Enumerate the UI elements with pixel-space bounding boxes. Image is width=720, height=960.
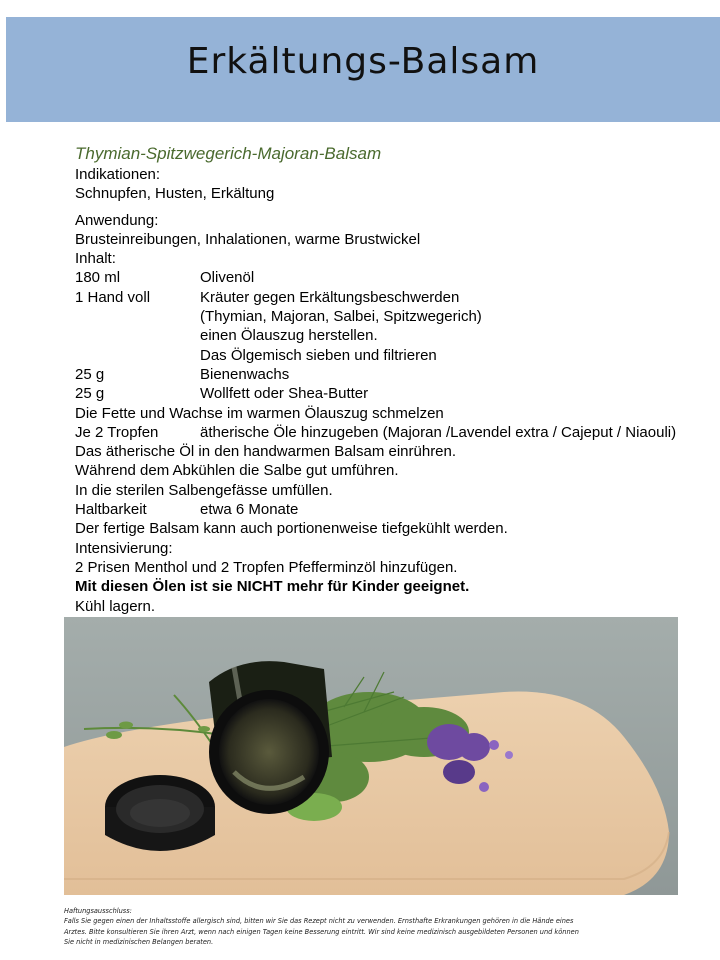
disclaimer-line: Sie nicht in medizinischen Belangen beraten. bbox=[64, 937, 214, 946]
ingredient-amount bbox=[75, 326, 200, 345]
ingredient-amount: 25 g bbox=[75, 385, 105, 403]
ingredient-amount bbox=[75, 307, 200, 326]
indications-text: Schnupfen, Husten, Erkältung bbox=[75, 185, 275, 203]
ingredient-row bbox=[75, 288, 720, 307]
ingredient-row bbox=[75, 326, 720, 345]
spacer bbox=[75, 204, 720, 211]
disclaimer-line: Falls Sie gegen einen der Inhaltsstoffe allergisch sind, bitten wir Sie das Rezept nicht zu verwenden. Ernsthafte Erkrankungen gehören in die Hände eines bbox=[64, 917, 574, 926]
storage-note: Kühl lagern. bbox=[75, 597, 156, 615]
contents-label: Inhalt: bbox=[75, 250, 116, 268]
ingredient-text: Kräuter gegen Erkältungsbeschwerden bbox=[200, 288, 460, 306]
ingredient-amount: 1 Hand voll bbox=[75, 288, 151, 306]
ingredient-amount bbox=[75, 346, 200, 365]
application-text: Brusteinreibungen, Inhalationen, warme Brustwickel bbox=[75, 230, 421, 248]
shelf-life-label: Haltbarkeit bbox=[75, 501, 147, 519]
step-item: Während dem Abkühlen die Salbe gut umführen. bbox=[75, 462, 399, 480]
step-item: Das ätherische Öl in den handwarmen Balsam einrühren. bbox=[75, 443, 457, 461]
ingredient-row bbox=[75, 365, 720, 384]
oils-amount: Je 2 Tropfen bbox=[75, 423, 159, 441]
ingredient-text: Wollfett oder Shea-Butter bbox=[200, 385, 369, 403]
disclaimer-line: Arztes. Bitte konsultieren Sie ihren Arzt, wenn nach einigen Tagen keine Besserung eintritt. Wir sind keine medizinisch ausgebildeten Personen und können bbox=[64, 927, 579, 936]
step-item: In die sterilen Salbengefässe umfüllen. bbox=[75, 481, 333, 499]
shelf-life-value: etwa 6 Monate bbox=[200, 501, 299, 519]
ingredient-text: Bienenwachs bbox=[200, 365, 290, 383]
ingredient-text: (Thymian, Majoran, Salbei, Spitzwegerich) bbox=[200, 308, 482, 326]
ingredient-text: Olivenöl bbox=[200, 269, 255, 287]
ingredient-row bbox=[75, 268, 720, 287]
ingredient-row bbox=[75, 384, 720, 403]
balm-photo bbox=[64, 617, 678, 895]
warning-text: Mit diesen Ölen ist sie NICHT mehr für Kinder geeignet. bbox=[75, 578, 470, 596]
ingredient-amount: 25 g bbox=[75, 365, 105, 383]
ingredient-row bbox=[75, 307, 720, 326]
intensify-text: 2 Prisen Menthol und 2 Tropfen Pfefferminzöl hinzufügen. bbox=[75, 558, 458, 576]
page-title: Erkältungs-Balsam bbox=[186, 41, 540, 82]
intensify-label: Intensivierung: bbox=[75, 539, 173, 557]
freeze-note: Der fertige Balsam kann auch portionenweise tiefgekühlt werden. bbox=[75, 520, 508, 538]
indications-label: Indikationen: bbox=[75, 166, 161, 183]
oils-row bbox=[75, 423, 720, 442]
step-melt: Die Fette und Wachse im warmen Ölauszug schmelzen bbox=[75, 404, 444, 422]
disclaimer bbox=[64, 906, 684, 947]
photo-illustration bbox=[64, 617, 678, 895]
shelf-life-row bbox=[75, 500, 720, 519]
oils-text: ätherische Öle hinzugeben (Majoran /Lavendel extra / Cajeput / Niaouli) bbox=[200, 423, 677, 441]
recipe-content bbox=[75, 143, 720, 616]
ingredient-amount: 180 ml bbox=[75, 269, 121, 287]
ingredient-row bbox=[75, 346, 720, 365]
disclaimer-title: Haftungsausschluss: bbox=[64, 907, 132, 915]
ingredient-text: Das Ölgemisch sieben und filtrieren bbox=[200, 346, 437, 364]
application-label: Anwendung: bbox=[75, 211, 159, 229]
title-banner bbox=[6, 17, 720, 122]
ingredient-text: einen Ölauszug herstellen. bbox=[200, 327, 378, 345]
recipe-subtitle: Thymian-Spitzwegerich-Majoran-Balsam bbox=[75, 144, 382, 163]
